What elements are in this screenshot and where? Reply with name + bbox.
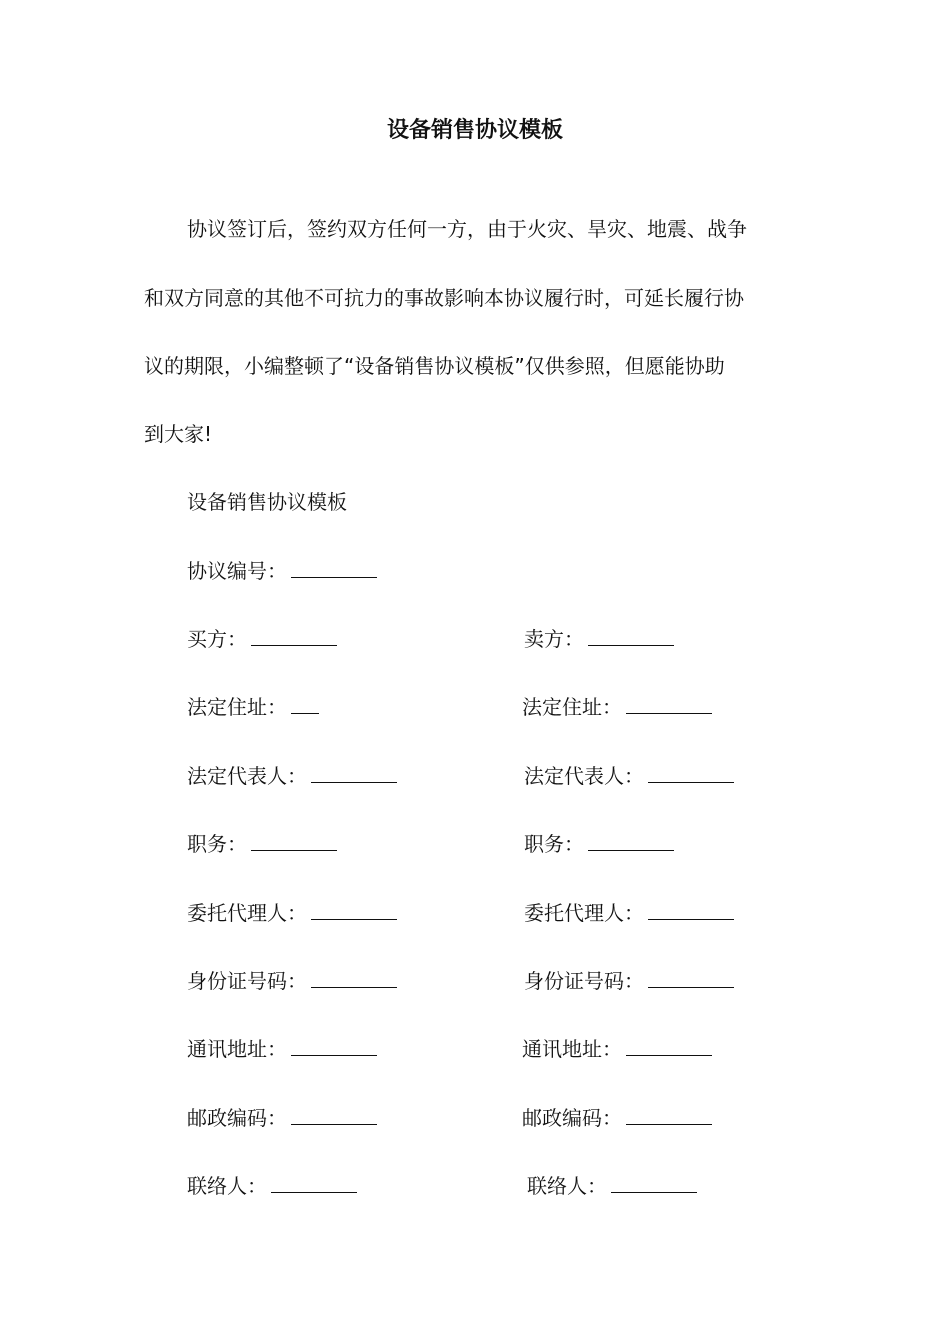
buyer-position-blank (251, 830, 337, 851)
buyer-postcode-field (187, 1101, 377, 1135)
buyer-position-label: 职务： (187, 832, 247, 856)
seller-postcode-label: 邮政编码： (522, 1106, 622, 1130)
buyer-id-blank (311, 967, 397, 988)
seller-postcode-blank (626, 1104, 712, 1125)
buyer-id-field (187, 964, 397, 998)
buyer-label: 买方： (187, 627, 247, 651)
buyer-id-label: 身份证号码： (187, 969, 307, 993)
buyer-postcode-blank (291, 1104, 377, 1125)
seller-agent-blank (648, 899, 734, 920)
agreement-number-field (187, 554, 377, 588)
buyer-agent-blank (311, 899, 397, 920)
seller-id-blank (648, 967, 734, 988)
seller-representative-field (524, 759, 734, 793)
buyer-representative-field (187, 759, 397, 793)
seller-agent-field (524, 896, 734, 930)
seller-contact-field (527, 1169, 697, 1203)
seller-contact-label: 联络人： (527, 1174, 607, 1198)
buyer-field (187, 622, 337, 656)
intro-line-4: 到大家! (144, 422, 213, 446)
buyer-position-field (187, 827, 337, 861)
seller-blank (588, 625, 674, 646)
seller-representative-label: 法定代表人： (524, 764, 644, 788)
intro-line-1: 协议签订后，签约双方任何一方，由于火灾、旱灾、地震、战争 (187, 217, 747, 241)
seller-position-label: 职务： (524, 832, 584, 856)
buyer-contact-field (187, 1169, 357, 1203)
agreement-number-label: 协议编号： (187, 559, 287, 583)
buyer-mailing-address-label: 通讯地址： (187, 1037, 287, 1061)
intro-line-2: 和双方同意的其他不可抗力的事故影响本协议履行时，可延长履行协 (144, 286, 744, 310)
buyer-representative-blank (311, 762, 397, 783)
buyer-contact-label: 联络人： (187, 1174, 267, 1198)
buyer-address-label: 法定住址： (187, 695, 287, 719)
buyer-contact-blank (271, 1172, 357, 1193)
seller-mailing-address-blank (626, 1035, 712, 1056)
document-title: 设备销售协议模板 (386, 118, 563, 143)
seller-field (524, 622, 674, 656)
buyer-mailing-address-field (187, 1032, 377, 1066)
seller-position-field (524, 827, 674, 861)
seller-id-label: 身份证号码： (524, 969, 644, 993)
buyer-blank (251, 625, 337, 646)
seller-contact-blank (611, 1172, 697, 1193)
seller-agent-label: 委托代理人： (524, 901, 644, 925)
seller-postcode-field (522, 1101, 712, 1135)
seller-representative-blank (648, 762, 734, 783)
intro-line-3: 议的期限，小编整顿了“设备销售协议模板”仅供参照，但愿能协助 (144, 354, 725, 378)
seller-address-blank (626, 693, 712, 714)
buyer-address-field (187, 690, 319, 724)
seller-address-field (522, 690, 712, 724)
buyer-representative-label: 法定代表人： (187, 764, 307, 788)
seller-label: 卖方： (524, 627, 584, 651)
seller-position-blank (588, 830, 674, 851)
seller-address-label: 法定住址： (522, 695, 622, 719)
agreement-number-blank (291, 557, 377, 578)
buyer-mailing-address-blank (291, 1035, 377, 1056)
seller-mailing-address-field (522, 1032, 712, 1066)
buyer-postcode-label: 邮政编码： (187, 1106, 287, 1130)
buyer-address-blank (291, 693, 319, 714)
section-subheading: 设备销售协议模板 (187, 490, 347, 514)
seller-id-field (524, 964, 734, 998)
buyer-agent-label: 委托代理人： (187, 901, 307, 925)
buyer-agent-field (187, 896, 397, 930)
seller-mailing-address-label: 通讯地址： (522, 1037, 622, 1061)
